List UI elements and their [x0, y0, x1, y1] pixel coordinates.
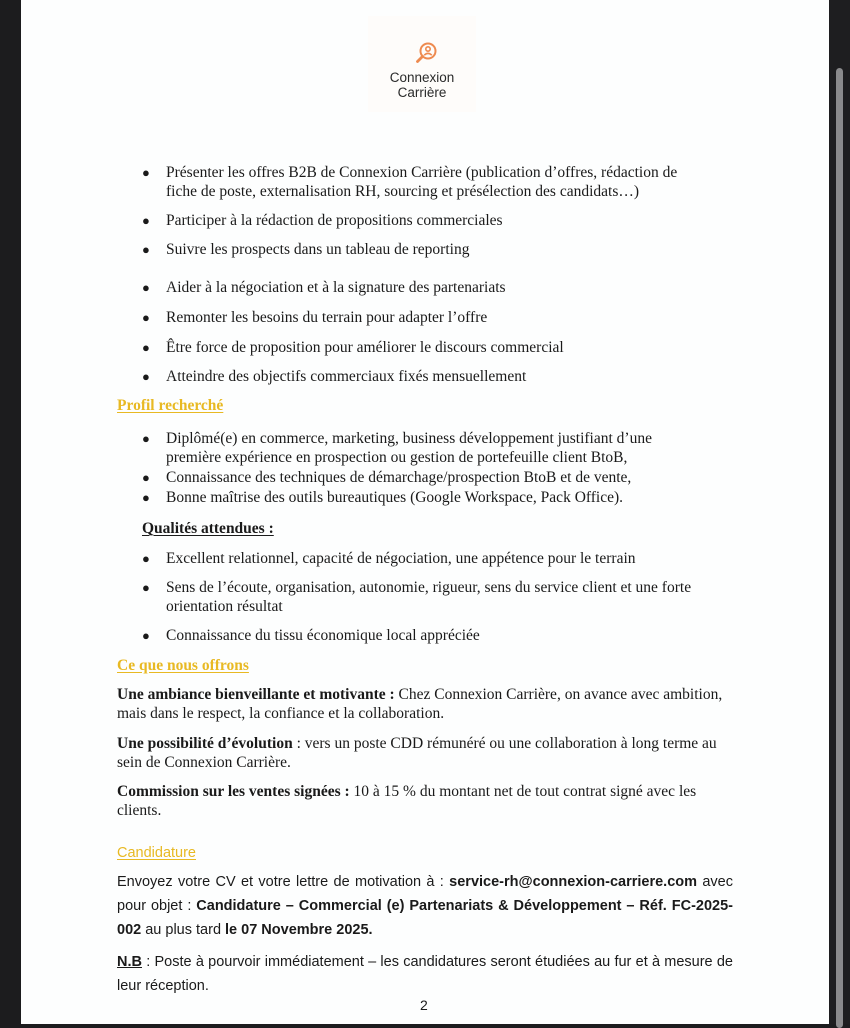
bullet-icon: ● [142, 470, 150, 485]
offer-text: 10 à 15 % du montant net de tout contrat signé avec les clients. [117, 783, 697, 819]
bullet-icon: ● [142, 165, 150, 180]
list-item-text: Atteindre des objectifs commerciaux fixés mensuellement [166, 368, 527, 385]
application-subject: Candidature – Commercial (e) Partenariats & Développement – Réf. FC-2025-002 [117, 898, 733, 938]
list-item-text: Remonter les besoins du terrain pour adapter l’offre [166, 309, 488, 326]
section-heading-application: Candidature [117, 845, 196, 861]
list-item-text: fiche de poste, externalisation RH, sourcing et présélection des candidats…) [166, 183, 640, 200]
list-item-text: Présenter les offres B2B de Connexion Carrière (publication d’offres, rédaction de [166, 164, 678, 181]
note-text: : Poste à pourvoir immédiatement – les candidatures seront étudiées au fur et à mesure de leur réception. [117, 954, 733, 994]
application-subject-prefix: avec pour objet : [117, 874, 733, 914]
bullet-icon: ● [142, 340, 150, 355]
page-number: 2 [420, 997, 428, 1013]
bullet-icon: ● [142, 280, 150, 295]
list-item-text: Diplômé(e) en commerce, marketing, business développement justifiant d’une [166, 430, 652, 447]
list-item-text: Sens de l’écoute, organisation, autonomie, rigueur, sens du service client et une forte [166, 579, 692, 596]
bullet-icon: ● [142, 490, 150, 505]
bullet-icon: ● [142, 213, 150, 228]
application-deadline: le 07 Novembre 2025. [225, 922, 373, 938]
viewer-left-margin [0, 0, 21, 1024]
logo-wordmark [368, 70, 476, 100]
bullet-icon: ● [142, 242, 150, 257]
list-item-text: Aider à la négociation et à la signature des partenariats [166, 279, 506, 296]
bullet-icon: ● [142, 551, 150, 566]
offer-paragraph [117, 734, 732, 772]
list-item-text: Suivre les prospects dans un tableau de reporting [166, 241, 470, 258]
logo-line-1: Connexion [389, 70, 455, 85]
bullet-icon: ● [142, 580, 150, 595]
scrollbar-thumb[interactable] [836, 68, 843, 1028]
list-item-text: Être force de proposition pour améliorer le discours commercial [166, 339, 564, 356]
section-heading-qualities: Qualités attendues : [142, 520, 274, 537]
offer-label: Commission sur les ventes signées : [117, 783, 350, 800]
offer-text: : vers un poste CDD rémunéré ou une collaboration à long terme au sein de Connexion Carrière. [117, 735, 717, 771]
list-item-text: Connaissance du tissu économique local appréciée [166, 627, 480, 644]
application-deadline-prefix: au plus tard [141, 922, 226, 938]
bullet-icon: ● [142, 310, 150, 325]
offer-paragraph [117, 685, 732, 723]
offer-paragraph [117, 782, 732, 820]
note-paragraph [117, 950, 733, 998]
list-item-text: Participer à la rédaction de propositions commerciales [166, 212, 503, 229]
offer-label: Une ambiance bienveillante et motivante : [117, 686, 395, 703]
logo-line-2: Carrière [397, 85, 447, 100]
list-item-text: Connaissance des techniques de démarchage/prospection BtoB et de vente, [166, 469, 632, 486]
offer-text: Chez Connexion Carrière, on avance avec ambition, mais dans le respect, la confiance et la collaboration. [117, 686, 723, 722]
note-label: N.B [117, 954, 142, 970]
bullet-icon: ● [142, 369, 150, 384]
bullet-icon: ● [142, 431, 150, 446]
list-item-text: orientation résultat [166, 598, 283, 615]
application-intro: Envoyez votre CV et votre lettre de motivation à : [117, 874, 450, 890]
list-item-text: Bonne maîtrise des outils bureautiques (Google Workspace, Pack Office). [166, 489, 624, 506]
application-paragraph [117, 870, 733, 942]
person-search-icon [415, 42, 437, 70]
list-item-text: première expérience en prospection ou gestion de portefeuille client BtoB, [166, 449, 628, 466]
offer-label: Une possibilité d’évolution [117, 735, 293, 752]
section-heading-offer: Ce que nous offrons [117, 657, 249, 674]
application-email-link[interactable]: service-rh@connexion-carriere.com [449, 874, 698, 890]
list-item-text: Excellent relationnel, capacité de négociation, une appétence pour le terrain [166, 550, 636, 567]
bullet-icon: ● [142, 628, 150, 643]
section-heading-profile: Profil recherché [117, 397, 224, 414]
